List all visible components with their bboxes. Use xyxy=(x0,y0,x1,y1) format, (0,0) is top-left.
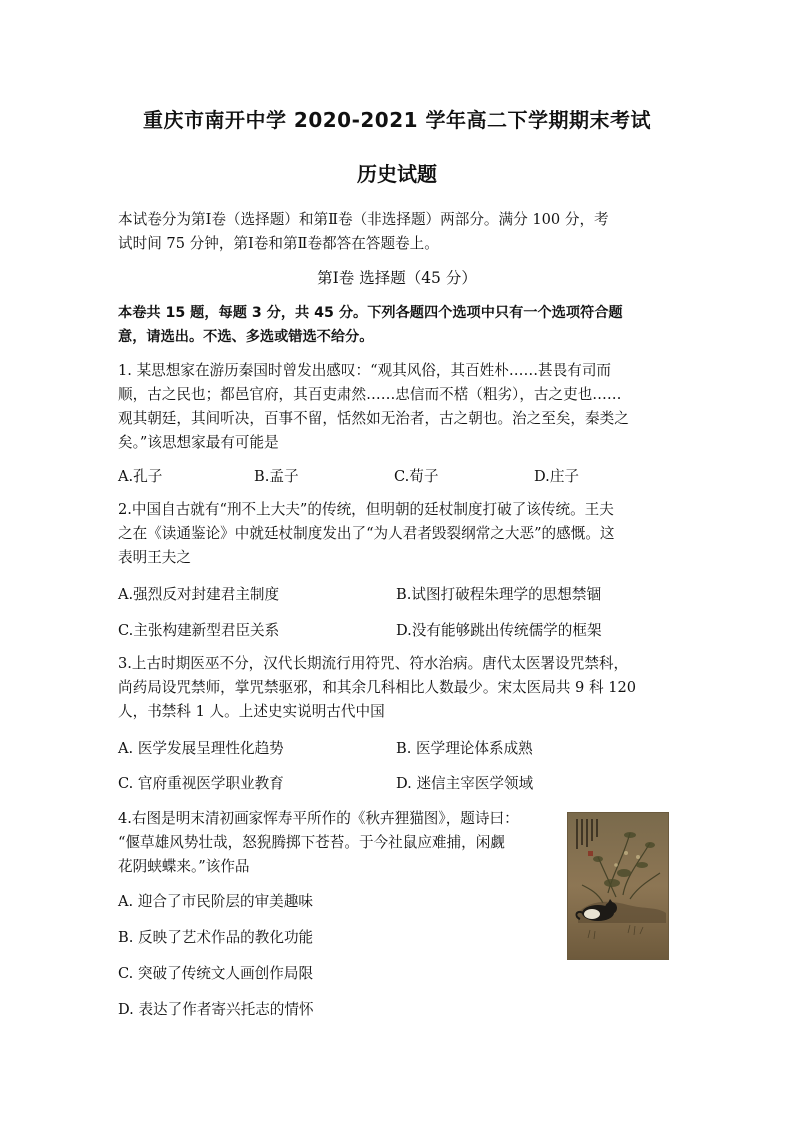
painting-image xyxy=(567,812,669,960)
question-line: 顺，古之民也；都邑官府，其百吏肃然……忠信而不楛（粗劣），古之吏也…… xyxy=(118,386,622,403)
intro-line: 本试卷分为第Ⅰ卷（选择题）和第Ⅱ卷（非选择题）两部分。满分 100 分，考 xyxy=(118,211,609,228)
q1-option-b[interactable]: B.孟子 xyxy=(254,468,299,485)
q3-option-a[interactable]: A. 医学发展呈理性化趋势 xyxy=(118,740,284,757)
q1-option-d[interactable]: D.庄子 xyxy=(534,468,580,485)
question-line: 4.右图是明末清初画家恽寿平所作的《秋卉狸猫图》，题诗曰： xyxy=(118,810,519,827)
q2-option-d[interactable]: D.没有能够跳出传统儒学的框架 xyxy=(396,622,602,639)
section-instructions xyxy=(118,301,678,349)
intro-line: 试时间 75 分钟，第Ⅰ卷和第Ⅱ卷都答在答题卷上。 xyxy=(118,235,439,252)
question-line: 尚药局设咒禁师，掌咒禁驱邪，和其余几科相比人数最少。宋太医局共 9 科 120 xyxy=(118,679,637,696)
q4-option-d[interactable]: D. 表达了作者寄兴托志的情怀 xyxy=(118,1001,314,1018)
question-line: 3.上古时期医巫不分，汉代长期流行用符咒、符水治病。唐代太医署设咒禁科， xyxy=(118,655,629,672)
question-line: 人，书禁科 1 人。上述史实说明古代中国 xyxy=(118,703,385,720)
question-line: “偃草雄风势壮哉，怒猊腾掷下苍苔。于今社鼠应难捕，闲觑 xyxy=(118,834,505,851)
q1-option-c[interactable]: C.荀子 xyxy=(394,468,439,485)
question-line: 花阴蛱蝶来。”该作品 xyxy=(118,858,250,875)
instruction-line: 意，请选出。不选、多选或错选不给分。 xyxy=(118,329,374,345)
exam-subject-title: 历史试题 xyxy=(357,162,437,186)
question-1-stem xyxy=(118,359,678,455)
section-heading: 第Ⅰ卷 选择题（45 分） xyxy=(317,269,477,287)
q2-option-a[interactable]: A.强烈反对封建君主制度 xyxy=(118,586,280,603)
instruction-line: 本卷共 15 题，每题 3 分，共 45 分。下列各题四个选项中只有一个选项符合题 xyxy=(118,305,623,321)
q4-option-b[interactable]: B. 反映了艺术作品的教化功能 xyxy=(118,929,314,946)
exam-title: 重庆市南开中学 2020-2021 学年高二下学期期末考试 xyxy=(142,108,652,132)
question-4-stem xyxy=(118,807,563,879)
q2-option-b[interactable]: B.试图打破程朱理学的思想禁锢 xyxy=(396,586,602,603)
question-line: 矣。”该思想家最有可能是 xyxy=(118,434,279,451)
question-2-stem xyxy=(118,498,678,570)
q4-option-c[interactable]: C. 突破了传统文人画创作局限 xyxy=(118,965,314,982)
q4-option-a[interactable]: A. 迎合了市民阶层的审美趣味 xyxy=(118,893,313,910)
question-line: 2.中国自古就有“刑不上大夫”的传统，但明朝的廷杖制度打破了该传统。王夫 xyxy=(118,501,614,518)
question-line: 1. 某思想家在游历秦国时曾发出感叹：“观其风俗，其百姓朴……甚畏有司而 xyxy=(118,362,612,379)
q1-option-a[interactable]: A.孔子 xyxy=(118,468,163,485)
question-line: 之在《读通鉴论》中就廷杖制度发出了“为人君者毁裂纲常之大恶”的感慨。这 xyxy=(118,525,615,542)
question-line: 观其朝廷，其间听决，百事不留，恬然如无治者，古之朝也。治之至矣，秦类之 xyxy=(118,410,629,427)
q3-option-b[interactable]: B. 医学理论体系成熟 xyxy=(396,740,533,757)
question-line: 表明王夫之 xyxy=(118,549,191,566)
q3-option-c[interactable]: C. 官府重视医学职业教育 xyxy=(118,775,284,792)
q2-option-c[interactable]: C.主张构建新型君臣关系 xyxy=(118,622,280,639)
question-3-stem xyxy=(118,652,678,724)
intro-paragraph xyxy=(118,208,678,256)
q3-option-d[interactable]: D. 迷信主宰医学领域 xyxy=(396,775,534,792)
painting-illustration xyxy=(568,813,668,959)
